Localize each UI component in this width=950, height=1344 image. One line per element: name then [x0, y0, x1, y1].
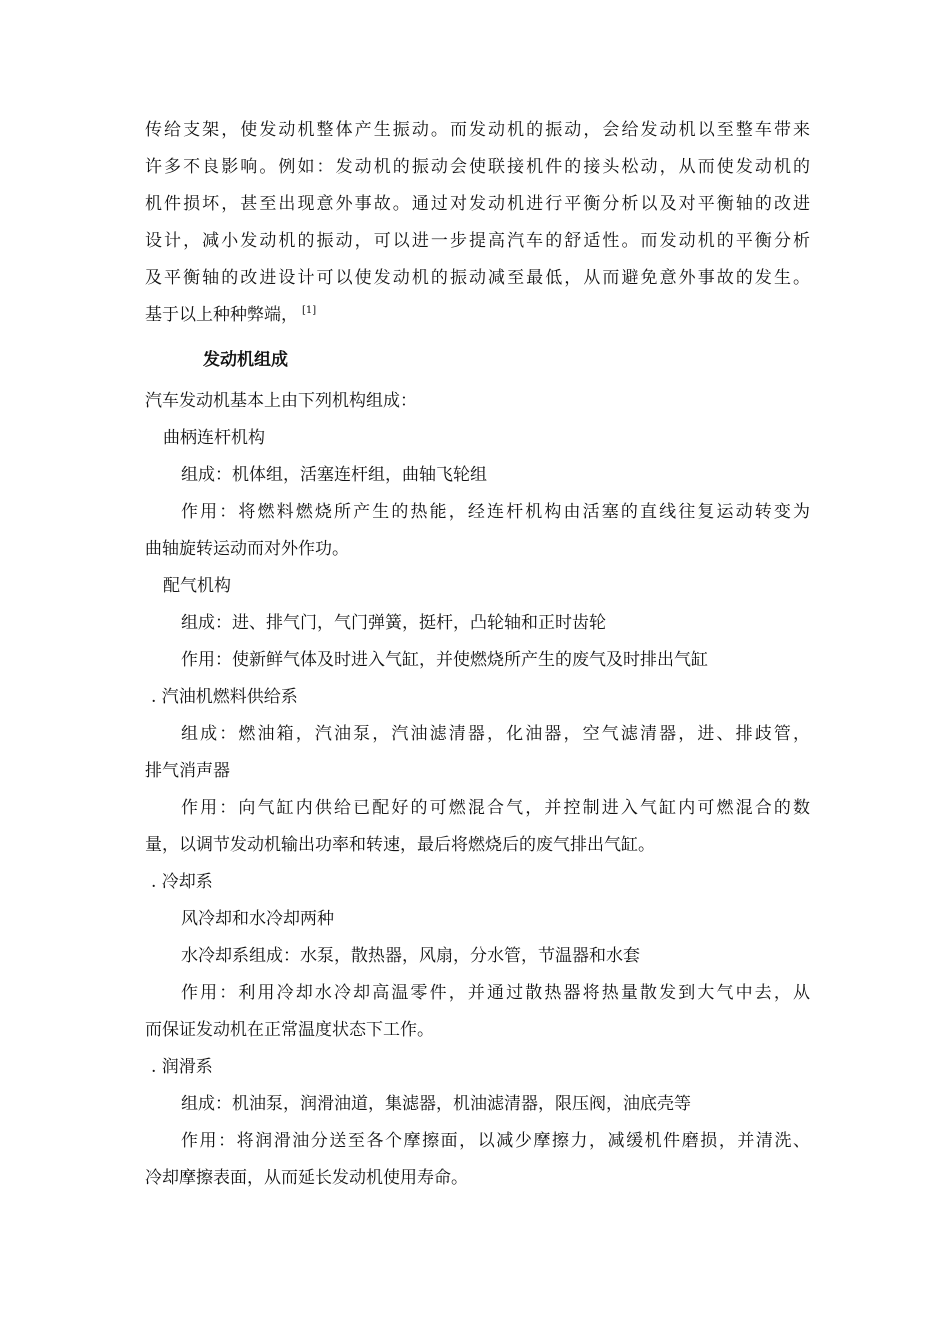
- fuel-function-line-1: 作用：向气缸内供给已配好的可燃混合气，并控制进入气缸内可燃混合的数: [181, 798, 810, 818]
- fuel-composition-line-1: 组成：燃油箱，汽油泵，汽油滤清器，化油器，空气滤清器，进、排歧管，: [181, 724, 810, 744]
- intro-line-5: 及平衡轴的改进设计可以使发动机的振动减至最低，从而避免意外事故的发生。: [145, 268, 810, 288]
- valve-section: [145, 568, 810, 679]
- lubrication-composition: 组成：机油泵，润滑油道，集滤器，机油滤清器，限压阀，油底壳等: [181, 1094, 691, 1114]
- cooling-function-line-1: 作用：利用冷却水冷却高温零件，并通过散热器将热量散发到大气中去，从: [181, 983, 810, 1003]
- document-page: [145, 112, 810, 1197]
- crank-section: [145, 420, 810, 568]
- section-heading: 发动机组成: [203, 350, 288, 370]
- fuel-title: . 汽油机燃料供给系: [151, 687, 298, 707]
- section-intro: 汽车发动机基本上由下列机构组成：: [145, 391, 417, 411]
- intro-line-6: [145, 297, 810, 334]
- cooling-types: 风冷却和水冷却两种: [181, 909, 334, 929]
- cooling-section: [145, 864, 810, 1049]
- valve-composition: 组成：进、排气门，气门弹簧，挺杆，凸轮轴和正时齿轮: [181, 613, 606, 633]
- crank-function-line-2: 曲轴旋转运动而对外作功。: [145, 539, 349, 559]
- fuel-section: [145, 679, 810, 864]
- crank-title: 曲柄连杆机构: [163, 428, 265, 448]
- lubrication-function-line-1: 作用：将润滑油分送至各个摩擦面，以减少摩擦力，减缓机件磨损，并清洗、: [181, 1131, 810, 1151]
- crank-composition: 组成：机体组，活塞连杆组，曲轴飞轮组: [181, 465, 487, 485]
- reference-mark: [1]: [302, 305, 317, 317]
- fuel-function-line-2: 量，以调节发动机输出功率和转速，最后将燃烧后的废气排出气缸。: [145, 835, 655, 855]
- lubrication-title: . 润滑系: [151, 1057, 213, 1077]
- intro-line-1: 传给支架，使发动机整体产生振动。而发动机的振动，会给发动机以至整车带来: [145, 120, 810, 140]
- crank-function-line-1: 作用：将燃料燃烧所产生的热能，经连杆机构由活塞的直线往复运动转变为: [181, 502, 810, 522]
- valve-function: 作用：使新鲜气体及时进入气缸，并使燃烧所产生的废气及时排出气缸: [181, 650, 708, 670]
- cooling-title: . 冷却系: [151, 872, 213, 892]
- valve-title: 配气机构: [163, 576, 231, 596]
- fuel-composition-line-2: 排气消声器: [145, 761, 230, 781]
- intro-line-3: 机件损坏，甚至出现意外事故。通过对发动机进行平衡分析以及对平衡轴的改进: [145, 194, 810, 214]
- cooling-composition: 水冷却系组成：水泵，散热器，风扇，分水管，节温器和水套: [181, 946, 640, 966]
- lubrication-function-line-2: 冷却摩擦表面，从而延长发动机使用寿命。: [145, 1168, 468, 1188]
- intro-paragraph: [145, 112, 810, 334]
- lubrication-section: [145, 1049, 810, 1197]
- intro-line-4: 设计，减小发动机的振动，可以进一步提高汽车的舒适性。而发动机的平衡分析: [145, 231, 810, 251]
- intro-line-6-text: 基于以上种种弊端，: [145, 305, 298, 325]
- cooling-function-line-2: 而保证发动机在正常温度状态下工作。: [145, 1020, 434, 1040]
- intro-line-2: 许多不良影响。例如：发动机的振动会使联接机件的接头松动，从而使发动机的: [145, 157, 810, 177]
